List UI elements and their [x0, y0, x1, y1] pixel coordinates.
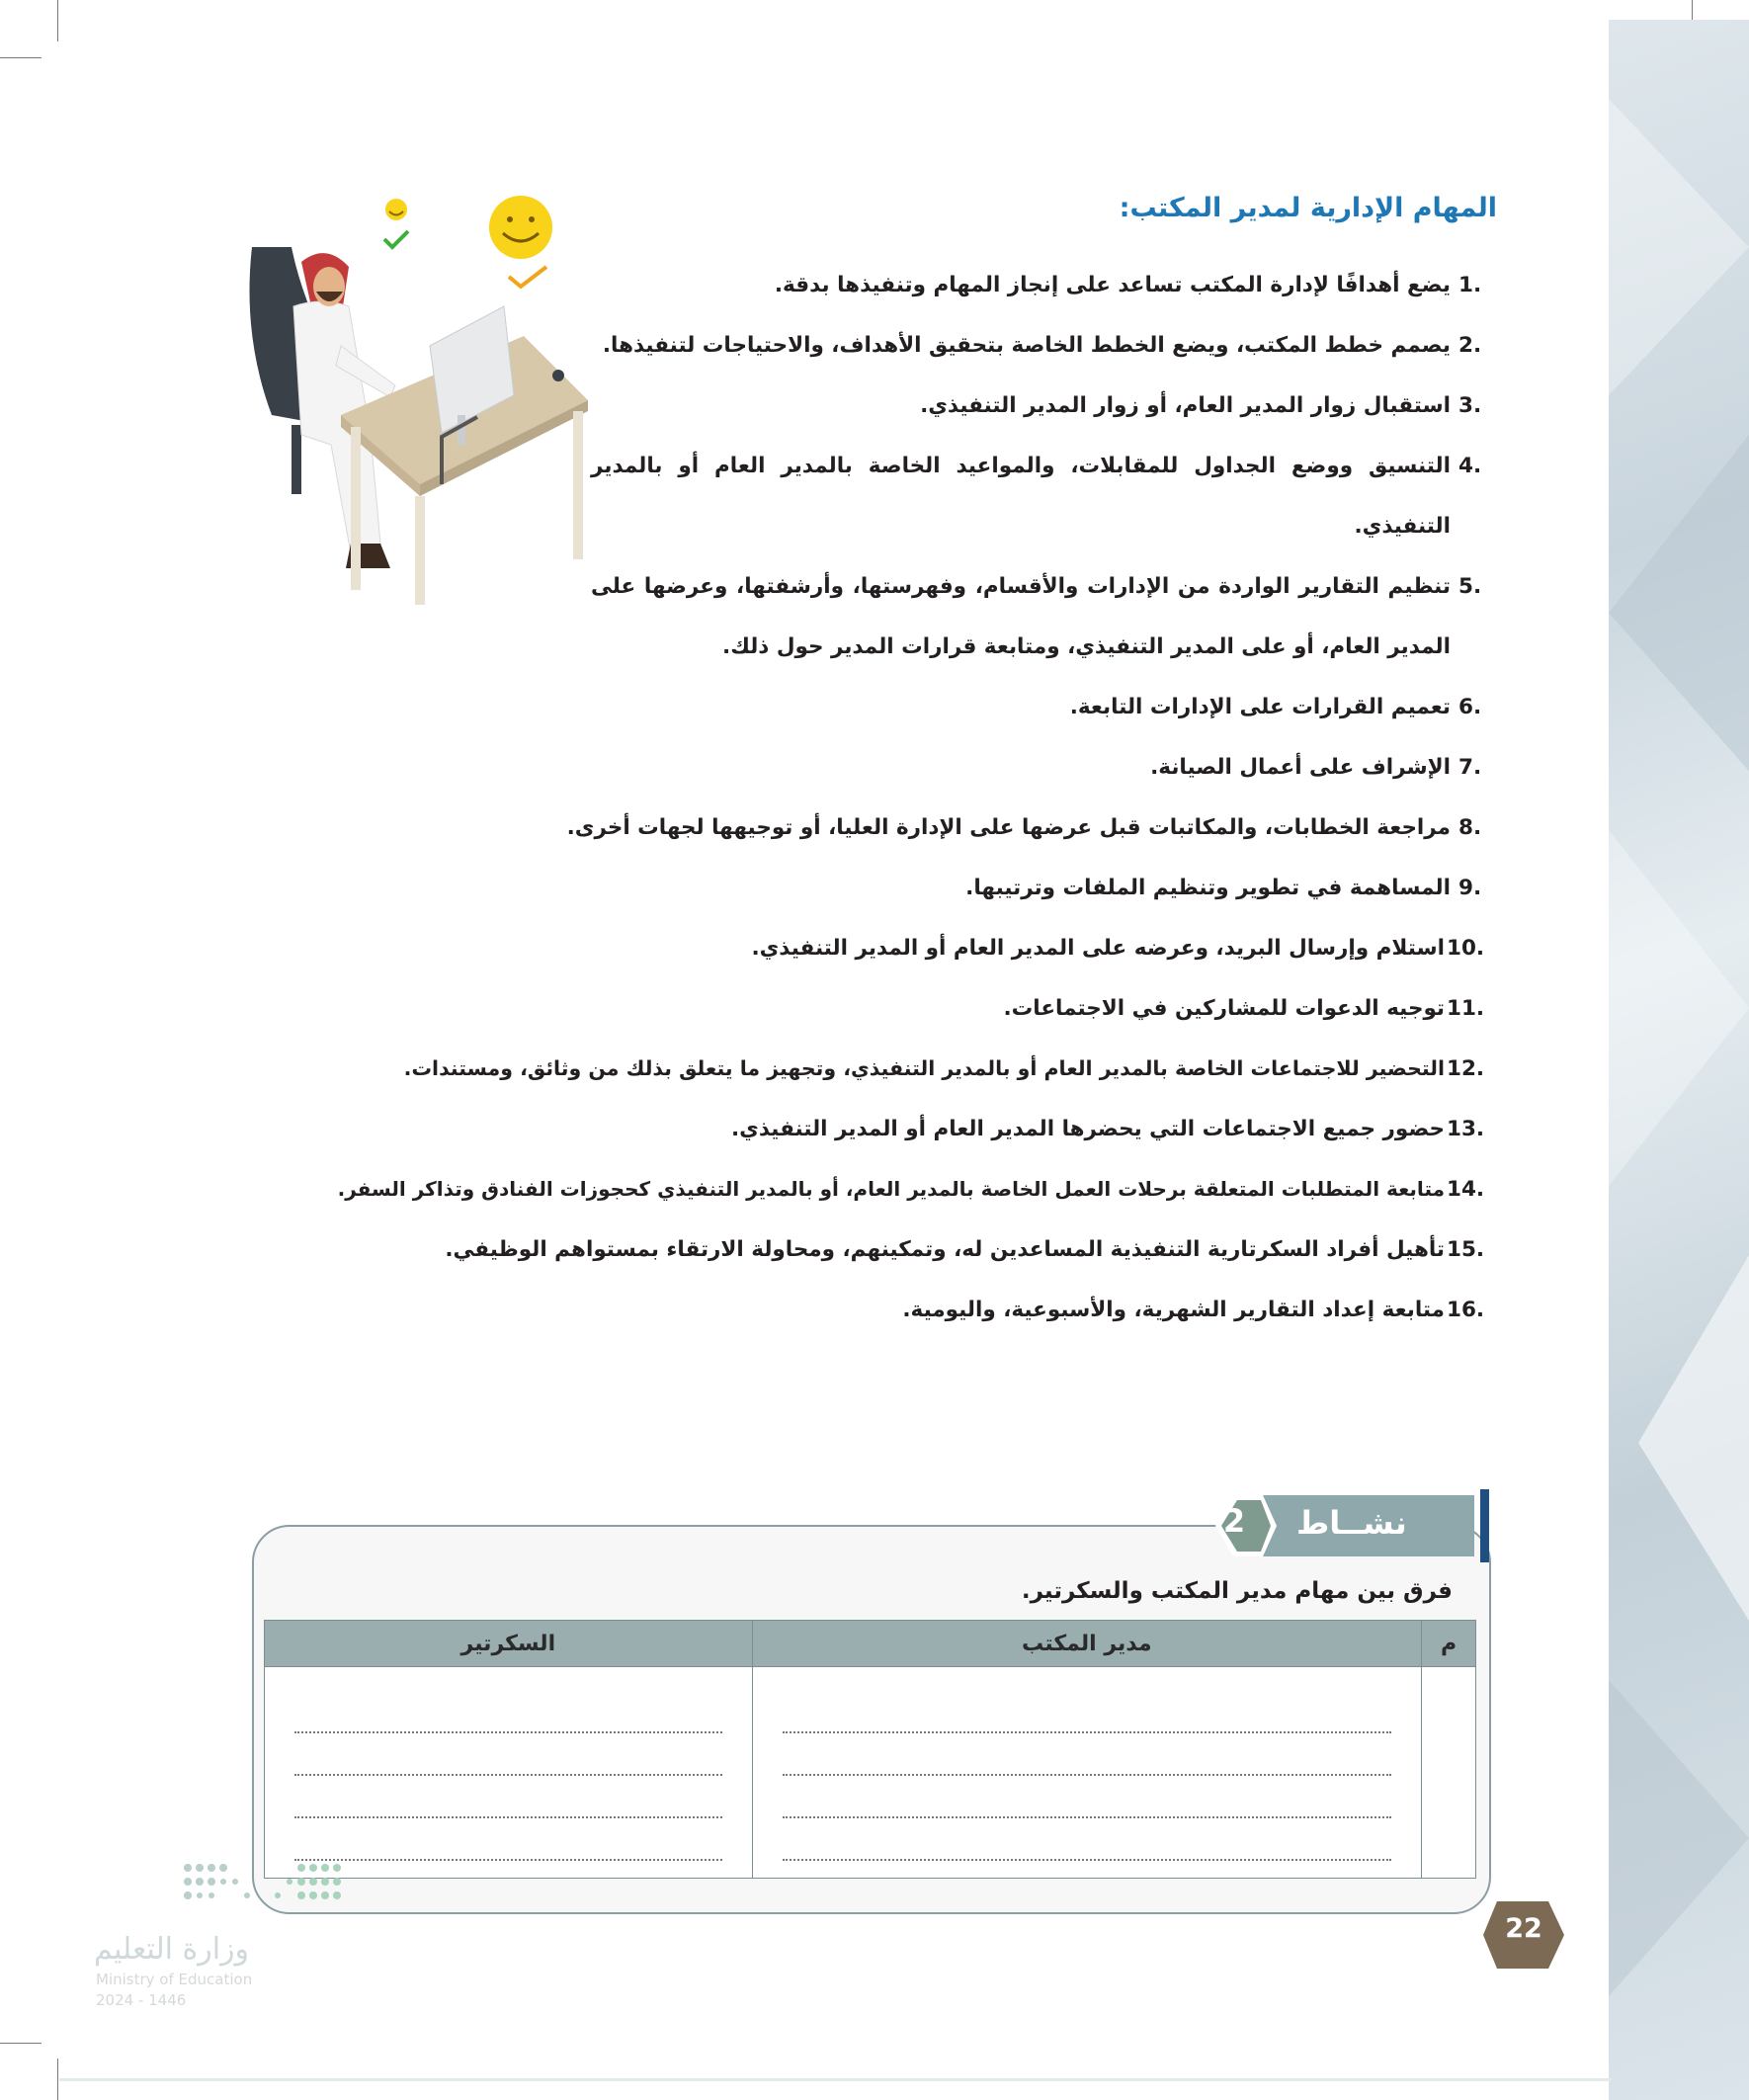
item-number: 10. [1447, 936, 1485, 961]
row-number-cell[interactable] [1422, 1667, 1476, 1879]
list-item [215, 436, 1490, 556]
item-text: حضور جميع الاجتماعات التي يحضرها المدير العام أو المدير التنفيذي. [731, 1117, 1445, 1141]
item-text: مراجعة الخطابات، والمكاتبات قبل عرضها على الإدارة العليا، أو توجيهها لجهات أخرى. [566, 815, 1451, 840]
item-number: 5. [1458, 574, 1482, 599]
activity-prompt: فرق بين مهام مدير المكتب والسكرتير. [1021, 1578, 1453, 1604]
list-item [215, 737, 1490, 798]
item-text: التحضير للاجتماعات الخاصة بالمدير العام أو بالمدير التنفيذي، وتجهيز ما يتعلق بذلك من وثائق، ومستندات. [403, 1056, 1445, 1080]
item-text: المساهمة في تطوير وتنظيم الملفات وترتيبها. [965, 876, 1451, 900]
item-number: 1. [1458, 273, 1482, 297]
ministry-logo-dots [89, 1858, 356, 1927]
page-number: 22 [1505, 1913, 1542, 1944]
crop-mark [0, 2043, 42, 2044]
list-item [215, 255, 1490, 315]
item-text: استقبال زوار المدير العام، أو زوار المدير التنفيذي. [920, 393, 1451, 418]
answer-line[interactable] [783, 1818, 1391, 1861]
item-text: متابعة المتطلبات المتعلقة برحلات العمل الخاصة بالمدير العام، أو بالمدير التنفيذي كحجوزات الفنادق وتذاكر السفر. [337, 1177, 1445, 1201]
answer-line[interactable] [294, 1818, 722, 1861]
list-item [215, 1159, 1490, 1219]
list-item [215, 315, 1490, 376]
answer-line[interactable] [783, 1776, 1391, 1818]
item-number: 9. [1458, 876, 1482, 900]
list-item [215, 798, 1490, 858]
secretary-answer-cell[interactable] [265, 1667, 753, 1879]
item-number: 14. [1447, 1177, 1485, 1202]
list-item [215, 677, 1490, 737]
list-item [215, 1099, 1490, 1159]
ministry-name-ar: وزارة التعليم [94, 1932, 250, 1967]
large-smiley-icon [489, 196, 552, 259]
column-header-m: م [1422, 1621, 1476, 1667]
item-number: 13. [1447, 1117, 1485, 1141]
answer-line[interactable] [783, 1691, 1391, 1733]
item-number: 2. [1458, 333, 1482, 358]
activity-number: 2 [1222, 1502, 1246, 1540]
item-number: 11. [1447, 996, 1485, 1021]
table-header-row [265, 1621, 1476, 1667]
column-header-secretary: السكرتير [265, 1621, 753, 1667]
geometric-pattern [1609, 20, 1749, 2100]
item-text: متابعة إعداد التقارير الشهرية، والأسبوعية، واليومية. [902, 1298, 1445, 1322]
item-number: 7. [1458, 755, 1482, 780]
item-text: تعميم القرارات على الإدارات التابعة. [1069, 695, 1451, 719]
column-header-manager: مدير المكتب [752, 1621, 1421, 1667]
item-text: توجيه الدعوات للمشاركين في الاجتماعات. [1003, 996, 1445, 1021]
activity-label: نشــاط [1296, 1504, 1407, 1542]
item-text: التنسيق ووضع الجداول للمقابلات، والمواعيد الخاصة بالمدير العام أو بالمدير التنفيذي. [591, 454, 1451, 539]
item-text: الإشراف على أعمال الصيانة. [1150, 755, 1451, 780]
item-text: استلام وإرسال البريد، وعرضه على المدير العام أو المدير التنفيذي. [751, 936, 1445, 961]
bottom-rule [59, 2078, 1611, 2081]
comparison-table [264, 1620, 1476, 1879]
list-item [215, 376, 1490, 436]
item-number: 3. [1458, 393, 1482, 418]
answer-line[interactable] [294, 1691, 722, 1733]
item-number: 8. [1458, 815, 1482, 840]
crop-mark [57, 0, 58, 42]
item-number: 16. [1447, 1298, 1485, 1322]
section-heading: المهام الإدارية لمدير المكتب: [1119, 193, 1497, 223]
list-item [215, 1280, 1490, 1340]
small-smiley-icon [385, 199, 407, 220]
item-number: 6. [1458, 695, 1482, 719]
ministry-name-en: Ministry of Education [96, 1971, 253, 1988]
list-item [215, 918, 1490, 978]
list-item [215, 556, 1490, 677]
item-text: تأهيل أفراد السكرتارية التنفيذية المساعدين له، وتمكينهم، ومحاولة الارتقاء بمستواهم الوظيفي. [445, 1237, 1445, 1262]
item-number: 15. [1447, 1237, 1485, 1262]
list-item [215, 978, 1490, 1039]
answer-line[interactable] [783, 1733, 1391, 1776]
green-check-icon [384, 231, 408, 247]
decorative-side-band [1609, 20, 1749, 2100]
list-item [215, 858, 1490, 918]
list-item [215, 1039, 1490, 1099]
item-text: تنظيم التقارير الواردة من الإدارات والأقسام، وفهرستها، وأرشفتها، وعرضها على المدير العام، أو على المدير التنفيذي، ومتابعة قرارات المدير حول ذلك. [591, 574, 1451, 659]
crop-mark [57, 2058, 58, 2100]
item-number: 4. [1458, 454, 1482, 478]
ministry-year: 2024 - 1446 [96, 1991, 187, 2009]
manager-answer-cell[interactable] [752, 1667, 1421, 1879]
answer-line[interactable] [294, 1776, 722, 1818]
task-list [215, 255, 1490, 1340]
item-number: 12. [1447, 1056, 1485, 1081]
item-text: يضع أهدافًا لإدارة المكتب تساعد على إنجاز المهام وتنفيذها بدقة. [774, 273, 1451, 297]
crop-mark [0, 57, 42, 58]
table-row [265, 1667, 1476, 1879]
item-text: يصمم خطط المكتب، ويضع الخطط الخاصة بتحقيق الأهداف، والاحتياجات لتنفيذها. [602, 333, 1451, 358]
answer-line[interactable] [294, 1733, 722, 1776]
list-item [215, 1219, 1490, 1280]
